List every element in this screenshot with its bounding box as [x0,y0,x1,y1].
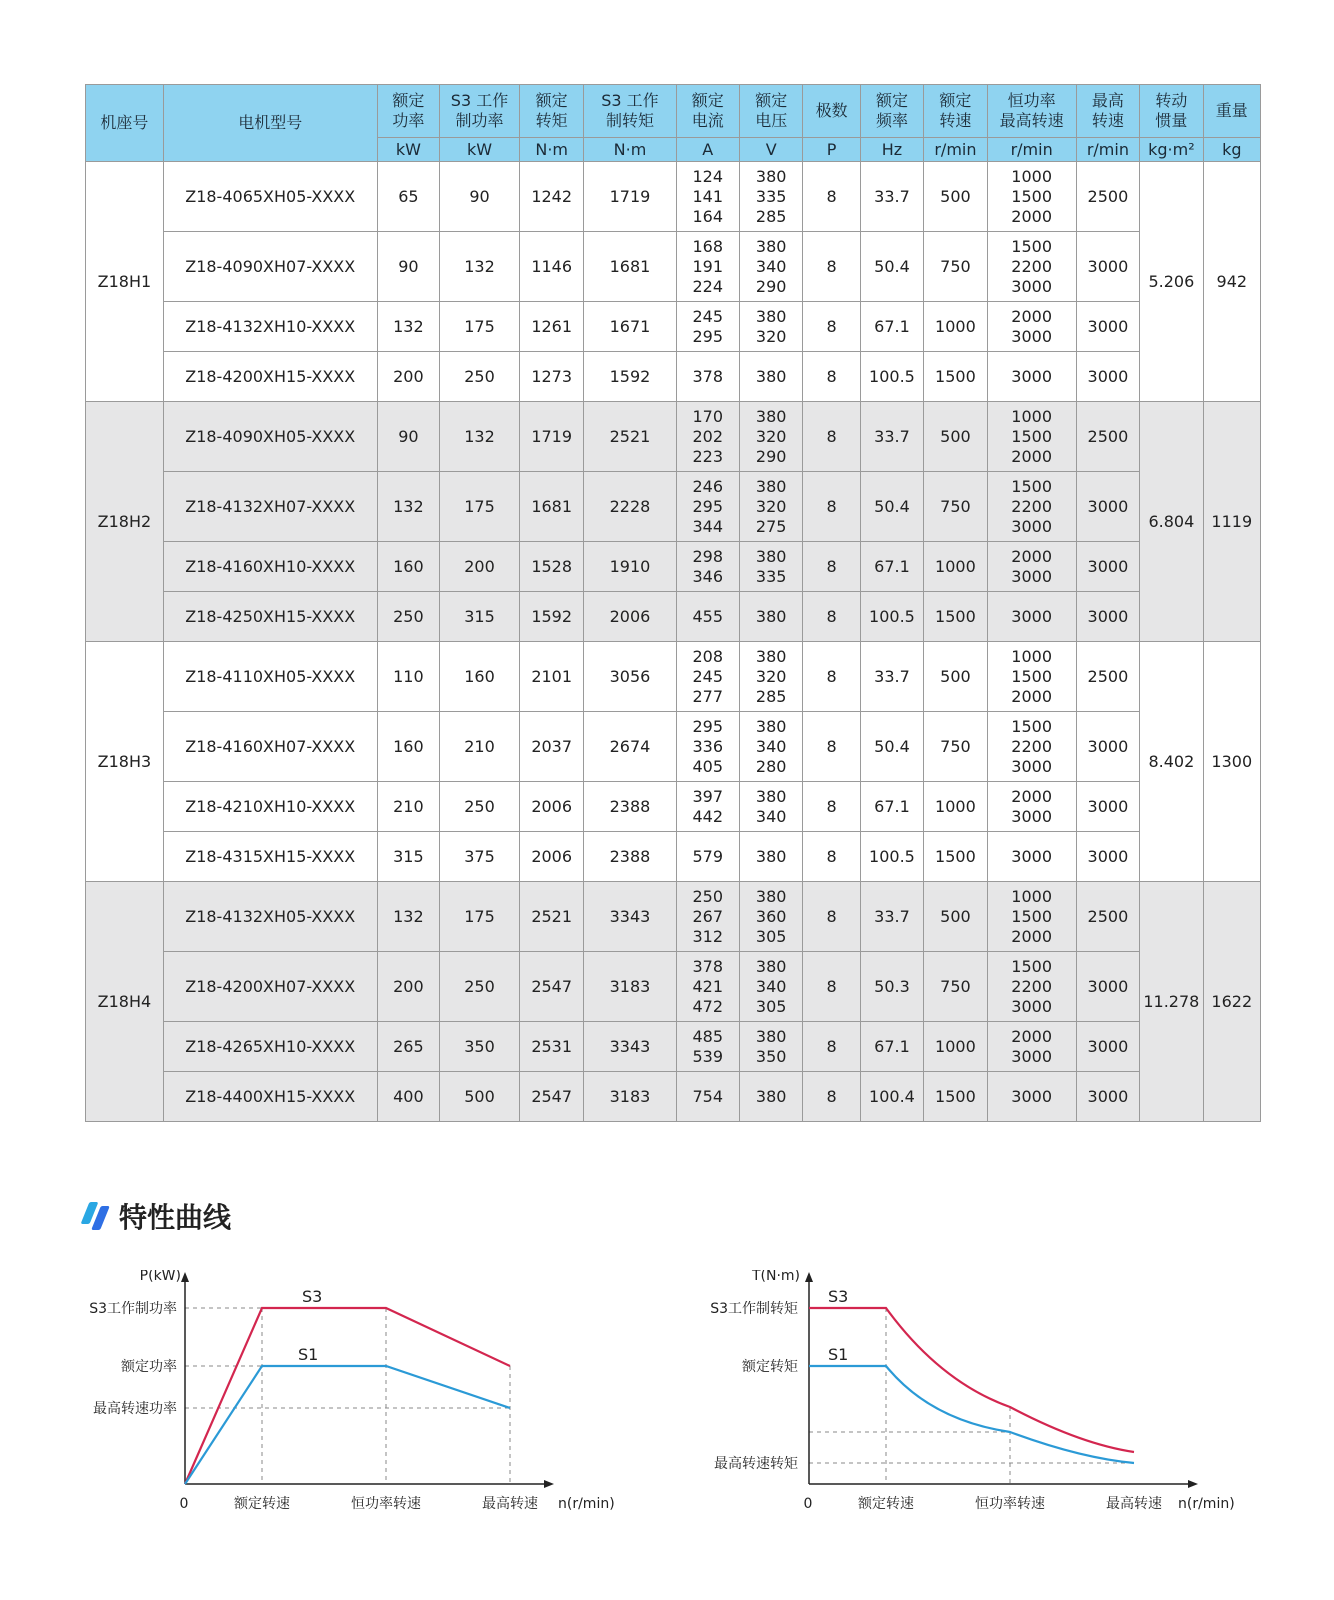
cp-max-speed-cell: 3000 [987,352,1076,402]
s3-power-cell: 500 [440,1072,520,1122]
unit-s3-power: kW [440,138,520,162]
poles-cell: 8 [803,782,860,832]
rated-speed-cell: 1000 [924,302,987,352]
max-speed-cell: 3000 [1076,592,1139,642]
rated-speed-cell: 750 [924,232,987,302]
weight-cell: 942 [1203,162,1260,402]
s3-power-cell: 175 [440,472,520,542]
rated-frequency-cell: 100.5 [860,352,923,402]
rated-speed-cell: 1000 [924,542,987,592]
inertia-cell: 8.402 [1140,642,1203,882]
s3-power-cell: 250 [440,782,520,832]
series-label-s1: S1 [298,1345,319,1364]
max-speed-cell: 3000 [1076,352,1139,402]
y-tick-s3-power: S3工作制功率 [89,1301,177,1317]
rated-voltage-cell: 380 350 [739,1022,802,1072]
max-speed-cell: 3000 [1076,472,1139,542]
max-speed-cell: 2500 [1076,402,1139,472]
poles-cell: 8 [803,352,860,402]
s3-torque-cell: 1592 [584,352,676,402]
unit-rated-voltage: V [739,138,802,162]
cp-max-speed-cell: 2000 3000 [987,1022,1076,1072]
s3-torque-cell: 2388 [584,832,676,882]
header-s3-power: S3 工作 制功率 [440,85,520,138]
model-cell: Z18-4110XH05-XXXX [163,642,377,712]
poles-cell: 8 [803,1022,860,1072]
rated-speed-cell: 500 [924,642,987,712]
header-inertia: 转动 惯量 [1140,85,1203,138]
rated-current-cell: 250 267 312 [676,882,739,952]
rated-voltage-cell: 380 335 285 [739,162,802,232]
rated-voltage-cell: 380 340 290 [739,232,802,302]
s3-power-cell: 175 [440,882,520,952]
frame-cell: Z18H3 [86,642,164,882]
unit-inertia: kg·m² [1140,138,1203,162]
rated-torque-cell: 1146 [519,232,583,302]
s3-torque-cell: 3343 [584,882,676,952]
s3-torque-cell: 2228 [584,472,676,542]
max-speed-cell: 3000 [1076,832,1139,882]
table-row [86,712,1261,782]
rated-frequency-cell: 33.7 [860,402,923,472]
rated-frequency-cell: 100.4 [860,1072,923,1122]
rated-speed-cell: 500 [924,402,987,472]
model-cell: Z18-4200XH07-XXXX [163,952,377,1022]
model-cell: Z18-4265XH10-XXXX [163,1022,377,1072]
unit-rated-speed: r/min [924,138,987,162]
s3-power-cell: 90 [440,162,520,232]
rated-torque-cell: 2101 [519,642,583,712]
rated-torque-cell: 2521 [519,882,583,952]
s3-power-cell: 132 [440,402,520,472]
s3-power-cell: 350 [440,1022,520,1072]
unit-rated-frequency: Hz [860,138,923,162]
rated-current-cell: 378 421 472 [676,952,739,1022]
rated-torque-cell: 1273 [519,352,583,402]
rated-power-cell: 90 [377,232,439,302]
rated-power-cell: 200 [377,352,439,402]
cp-max-speed-cell: 1500 2200 3000 [987,472,1076,542]
table-row [86,402,1261,472]
cp-max-speed-cell: 3000 [987,832,1076,882]
x-tick-max-speed: 最高转速 [482,1496,538,1512]
max-speed-cell: 2500 [1076,162,1139,232]
y-axis-arrow [805,1272,813,1282]
s3-power-cell: 175 [440,302,520,352]
rated-power-cell: 315 [377,832,439,882]
rated-voltage-cell: 380 340 305 [739,952,802,1022]
rated-torque-cell: 1592 [519,592,583,642]
rated-voltage-cell: 380 320 275 [739,472,802,542]
series-line-s1 [809,1366,1134,1463]
unit-rated-current: A [676,138,739,162]
x-tick-cp-speed: 恒功率转速 [351,1496,421,1512]
unit-weight: kg [1203,138,1260,162]
rated-frequency-cell: 50.4 [860,712,923,782]
model-cell: Z18-4210XH10-XXXX [163,782,377,832]
table-row [86,542,1261,592]
inertia-cell: 11.278 [1140,882,1203,1122]
rated-current-cell: 298 346 [676,542,739,592]
rated-speed-cell: 1500 [924,832,987,882]
table-row [86,642,1261,712]
x-axis-arrow [1188,1480,1198,1488]
cp-max-speed-cell: 1000 1500 2000 [987,882,1076,952]
rated-power-cell: 160 [377,542,439,592]
model-cell: Z18-4132XH10-XXXX [163,302,377,352]
max-speed-cell: 3000 [1076,952,1139,1022]
poles-cell: 8 [803,1072,860,1122]
max-speed-cell: 3000 [1076,1022,1139,1072]
inertia-cell: 6.804 [1140,402,1203,642]
y-axis-arrow [181,1272,189,1282]
series-label-s1: S1 [828,1345,849,1364]
spec-table [85,84,1261,1122]
poles-cell: 8 [803,232,860,302]
rated-current-cell: 124 141 164 [676,162,739,232]
rated-current-cell: 168 191 224 [676,232,739,302]
rated-voltage-cell: 380 320 285 [739,642,802,712]
rated-torque-cell: 2006 [519,782,583,832]
cp-max-speed-cell: 1500 2200 3000 [987,712,1076,782]
rated-speed-cell: 750 [924,952,987,1022]
rated-frequency-cell: 33.7 [860,642,923,712]
s3-torque-cell: 1719 [584,162,676,232]
rated-frequency-cell: 33.7 [860,882,923,952]
rated-torque-cell: 1681 [519,472,583,542]
rated-current-cell: 170 202 223 [676,402,739,472]
rated-frequency-cell: 33.7 [860,162,923,232]
header-rated-frequency: 额定 频率 [860,85,923,138]
rated-torque-cell: 2037 [519,712,583,782]
max-speed-cell: 2500 [1076,882,1139,952]
x-tick-rated-speed: 额定转速 [858,1496,914,1512]
s3-power-cell: 250 [440,352,520,402]
rated-current-cell: 245 295 [676,302,739,352]
rated-frequency-cell: 50.4 [860,232,923,302]
s3-torque-cell: 2521 [584,402,676,472]
rated-power-cell: 110 [377,642,439,712]
poles-cell: 8 [803,542,860,592]
header-rated-torque: 额定 转矩 [519,85,583,138]
unit-poles: P [803,138,860,162]
rated-power-cell: 132 [377,302,439,352]
table-row [86,1072,1261,1122]
poles-cell: 8 [803,952,860,1022]
table-row [86,1022,1261,1072]
weight-cell: 1622 [1203,882,1260,1122]
poles-cell: 8 [803,472,860,542]
rated-speed-cell: 1000 [924,782,987,832]
model-cell: Z18-4065XH05-XXXX [163,162,377,232]
rated-frequency-cell: 50.4 [860,472,923,542]
weight-cell: 1300 [1203,642,1260,882]
model-cell: Z18-4250XH15-XXXX [163,592,377,642]
table-row [86,232,1261,302]
unit-s3-torque: N·m [584,138,676,162]
rated-frequency-cell: 100.5 [860,832,923,882]
rated-power-cell: 210 [377,782,439,832]
x-tick-max-speed: 最高转速 [1106,1496,1162,1512]
rated-voltage-cell: 380 320 [739,302,802,352]
rated-torque-cell: 2531 [519,1022,583,1072]
s3-power-cell: 200 [440,542,520,592]
model-cell: Z18-4160XH10-XXXX [163,542,377,592]
cp-max-speed-cell: 2000 3000 [987,542,1076,592]
rated-power-cell: 65 [377,162,439,232]
poles-cell: 8 [803,832,860,882]
series-label-s3: S3 [302,1287,323,1306]
rated-speed-cell: 750 [924,472,987,542]
rated-speed-cell: 1500 [924,352,987,402]
table-row [86,352,1261,402]
y-tick-rated-power: 额定功率 [121,1359,177,1375]
unit-max-speed: r/min [1076,138,1139,162]
max-speed-cell: 3000 [1076,302,1139,352]
max-speed-cell: 2500 [1076,642,1139,712]
rated-current-cell: 208 245 277 [676,642,739,712]
table-row [86,162,1261,232]
model-cell: Z18-4132XH07-XXXX [163,472,377,542]
poles-cell: 8 [803,882,860,952]
header-rated-current: 额定 电流 [676,85,739,138]
model-cell: Z18-4132XH05-XXXX [163,882,377,952]
unit-rated-power: kW [377,138,439,162]
torque-characteristic-chart [700,1270,1300,1540]
rated-power-cell: 250 [377,592,439,642]
table-row [86,952,1261,1022]
y-tick-s3-torque: S3工作制转矩 [710,1301,798,1317]
rated-torque-cell: 2006 [519,832,583,882]
rated-torque-cell: 1528 [519,542,583,592]
cp-max-speed-cell: 2000 3000 [987,302,1076,352]
cp-max-speed-cell: 1500 2200 3000 [987,952,1076,1022]
rated-voltage-cell: 380 [739,592,802,642]
s3-torque-cell: 1910 [584,542,676,592]
rated-voltage-cell: 380 335 [739,542,802,592]
series-line-s3 [185,1308,510,1484]
rated-current-cell: 397 442 [676,782,739,832]
unit-rated-torque: N·m [519,138,583,162]
header-rated-power: 额定 功率 [377,85,439,138]
s3-power-cell: 210 [440,712,520,782]
rated-frequency-cell: 67.1 [860,302,923,352]
rated-speed-cell: 500 [924,162,987,232]
s3-torque-cell: 1671 [584,302,676,352]
origin-label: 0 [179,1496,189,1512]
s3-torque-cell: 2006 [584,592,676,642]
s3-torque-cell: 1681 [584,232,676,302]
rated-voltage-cell: 380 340 [739,782,802,832]
header-weight: 重量 [1203,85,1260,138]
rated-frequency-cell: 67.1 [860,782,923,832]
header-rated-speed: 额定 转速 [924,85,987,138]
rated-current-cell: 378 [676,352,739,402]
cp-max-speed-cell: 1000 1500 2000 [987,402,1076,472]
model-cell: Z18-4090XH07-XXXX [163,232,377,302]
max-speed-cell: 3000 [1076,712,1139,782]
max-speed-cell: 3000 [1076,232,1139,302]
rated-torque-cell: 2547 [519,952,583,1022]
inertia-cell: 5.206 [1140,162,1203,402]
x-tick-cp-speed: 恒功率转速 [975,1496,1045,1512]
poles-cell: 8 [803,302,860,352]
poles-cell: 8 [803,402,860,472]
poles-cell: 8 [803,712,860,782]
s3-torque-cell: 3183 [584,1072,676,1122]
header-s3-torque: S3 工作 制转矩 [584,85,676,138]
x-axis-label: n(r/min) [1178,1496,1235,1512]
series-label-s3: S3 [828,1287,849,1306]
poles-cell: 8 [803,642,860,712]
table-header [86,85,1261,162]
model-cell: Z18-4200XH15-XXXX [163,352,377,402]
rated-power-cell: 160 [377,712,439,782]
table-body [86,162,1261,1122]
poles-cell: 8 [803,592,860,642]
rated-current-cell: 295 336 405 [676,712,739,782]
y-tick-max-speed-power: 最高转速功率 [93,1401,177,1417]
rated-current-cell: 246 295 344 [676,472,739,542]
rated-voltage-cell: 380 [739,832,802,882]
x-axis-arrow [544,1480,554,1488]
table-row [86,592,1261,642]
rated-power-cell: 90 [377,402,439,472]
model-cell: Z18-4315XH15-XXXX [163,832,377,882]
header-max-speed: 最高 转速 [1076,85,1139,138]
s3-power-cell: 160 [440,642,520,712]
table-row [86,782,1261,832]
section-title: 特性曲线 [119,1201,232,1234]
frame-cell: Z18H2 [86,402,164,642]
cp-max-speed-cell: 1000 1500 2000 [987,162,1076,232]
y-tick-rated-torque: 额定转矩 [742,1359,798,1375]
s3-power-cell: 375 [440,832,520,882]
poles-cell: 8 [803,162,860,232]
frame-cell: Z18H1 [86,162,164,402]
rated-voltage-cell: 380 360 305 [739,882,802,952]
table-row [86,832,1261,882]
frame-cell: Z18H4 [86,882,164,1122]
rated-power-cell: 200 [377,952,439,1022]
series-line-s1 [185,1366,510,1484]
rated-current-cell: 485 539 [676,1022,739,1072]
header-poles: 极数 [803,85,860,138]
s3-power-cell: 250 [440,952,520,1022]
cp-max-speed-cell: 3000 [987,1072,1076,1122]
rated-voltage-cell: 380 340 280 [739,712,802,782]
rated-frequency-cell: 67.1 [860,542,923,592]
y-axis-label: T(N·m) [751,1270,800,1284]
s3-torque-cell: 2674 [584,712,676,782]
s3-power-cell: 132 [440,232,520,302]
y-tick-max-speed-torque: 最高转速转矩 [714,1456,798,1472]
rated-speed-cell: 500 [924,882,987,952]
origin-label: 0 [803,1496,813,1512]
model-cell: Z18-4090XH05-XXXX [163,402,377,472]
header-model: 电机型号 [163,85,377,162]
rated-speed-cell: 750 [924,712,987,782]
model-cell: Z18-4160XH07-XXXX [163,712,377,782]
rated-power-cell: 132 [377,472,439,542]
unit-cp-max-speed: r/min [987,138,1076,162]
header-frame: 机座号 [86,85,164,162]
s3-torque-cell: 2388 [584,782,676,832]
rated-current-cell: 754 [676,1072,739,1122]
y-axis-label: P(kW) [139,1270,181,1284]
rated-speed-cell: 1500 [924,592,987,642]
rated-speed-cell: 1000 [924,1022,987,1072]
rated-power-cell: 265 [377,1022,439,1072]
rated-voltage-cell: 380 [739,352,802,402]
power-characteristic-chart [76,1270,636,1540]
s3-torque-cell: 3183 [584,952,676,1022]
rated-speed-cell: 1500 [924,1072,987,1122]
rated-torque-cell: 1261 [519,302,583,352]
header-cp-max-speed: 恒功率 最高转速 [987,85,1076,138]
max-speed-cell: 3000 [1076,542,1139,592]
rated-power-cell: 132 [377,882,439,952]
x-axis-label: n(r/min) [558,1496,615,1512]
weight-cell: 1119 [1203,402,1260,642]
header-rated-voltage: 额定 电压 [739,85,802,138]
rated-current-cell: 455 [676,592,739,642]
cp-max-speed-cell: 3000 [987,592,1076,642]
table-row [86,882,1261,952]
cp-max-speed-cell: 1000 1500 2000 [987,642,1076,712]
x-tick-rated-speed: 额定转速 [234,1496,290,1512]
s3-torque-cell: 3056 [584,642,676,712]
rated-voltage-cell: 380 [739,1072,802,1122]
cp-max-speed-cell: 1500 2200 3000 [987,232,1076,302]
rated-voltage-cell: 380 320 290 [739,402,802,472]
table-row [86,302,1261,352]
max-speed-cell: 3000 [1076,1072,1139,1122]
rated-frequency-cell: 100.5 [860,592,923,642]
rated-current-cell: 579 [676,832,739,882]
rated-frequency-cell: 67.1 [860,1022,923,1072]
series-line-s3 [809,1308,1134,1452]
table-row [86,472,1261,542]
s3-torque-cell: 3343 [584,1022,676,1072]
rated-torque-cell: 1719 [519,402,583,472]
model-cell: Z18-4400XH15-XXXX [163,1072,377,1122]
rated-power-cell: 400 [377,1072,439,1122]
rated-frequency-cell: 50.3 [860,952,923,1022]
s3-power-cell: 315 [440,592,520,642]
cp-max-speed-cell: 2000 3000 [987,782,1076,832]
max-speed-cell: 3000 [1076,782,1139,832]
rated-torque-cell: 2547 [519,1072,583,1122]
rated-torque-cell: 1242 [519,162,583,232]
